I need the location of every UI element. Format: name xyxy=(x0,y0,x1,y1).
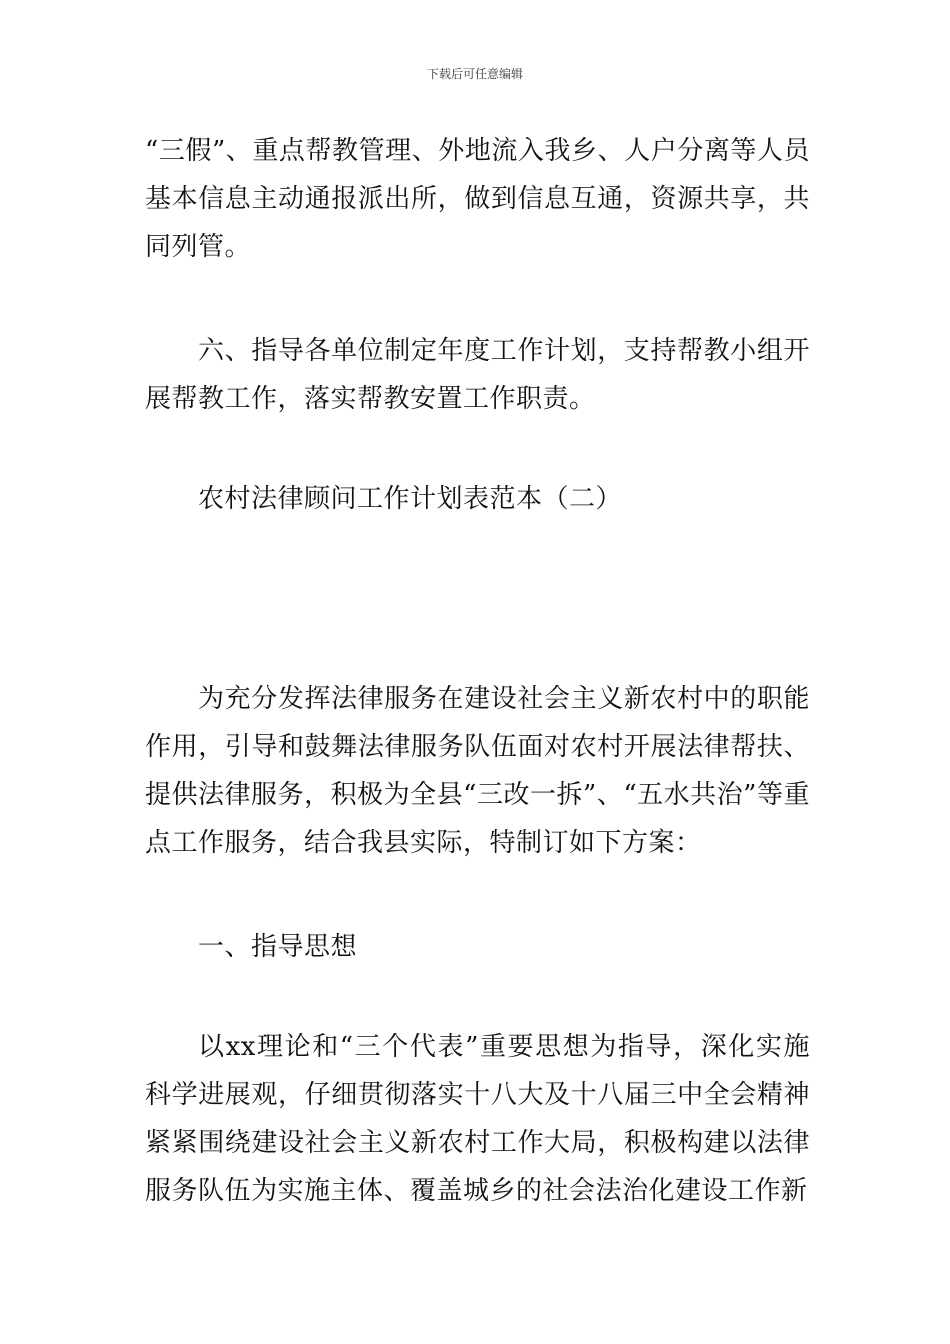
paragraph-item-six: 六、指导各单位制定年度工作计划，支持帮教小组开展帮教工作，落实帮教安置工作职责。 xyxy=(145,336,810,414)
download-note: 下载后可任意编辑 xyxy=(426,67,523,81)
paragraph-guiding-ideology: 以xx理论和“三个代表”重要思想为指导，深化实施科学进展观，仔细贯彻落实十八大及十八届三中全会精神紧紧围绕建设社会主义新农村工作大局，积极构建以法律服务队伍为实施主体、覆盖城乡的社会法治化建设工作新 xyxy=(145,1032,810,1206)
section-title: 农村法律顾问工作计划表范本（二） xyxy=(198,484,623,514)
paragraph-intro: 为充分发挥法律服务在建设社会主义新农村中的职能作用，引导和鼓舞法律服务队伍面对农村开展法律帮扶、提供法律服务，积极为全县“三改一拆”、“五水共治”等重点工作服务，结合我县实际，特制订如下方案： xyxy=(145,684,810,858)
paragraph-continuation: “三假”、重点帮教管理、外地流入我乡、人户分离等人员基本信息主动通报派出所，做到信息互通，资源共享，共同列管。 xyxy=(145,136,810,262)
section-heading-guiding-ideology: 一、指导思想 xyxy=(198,932,358,962)
